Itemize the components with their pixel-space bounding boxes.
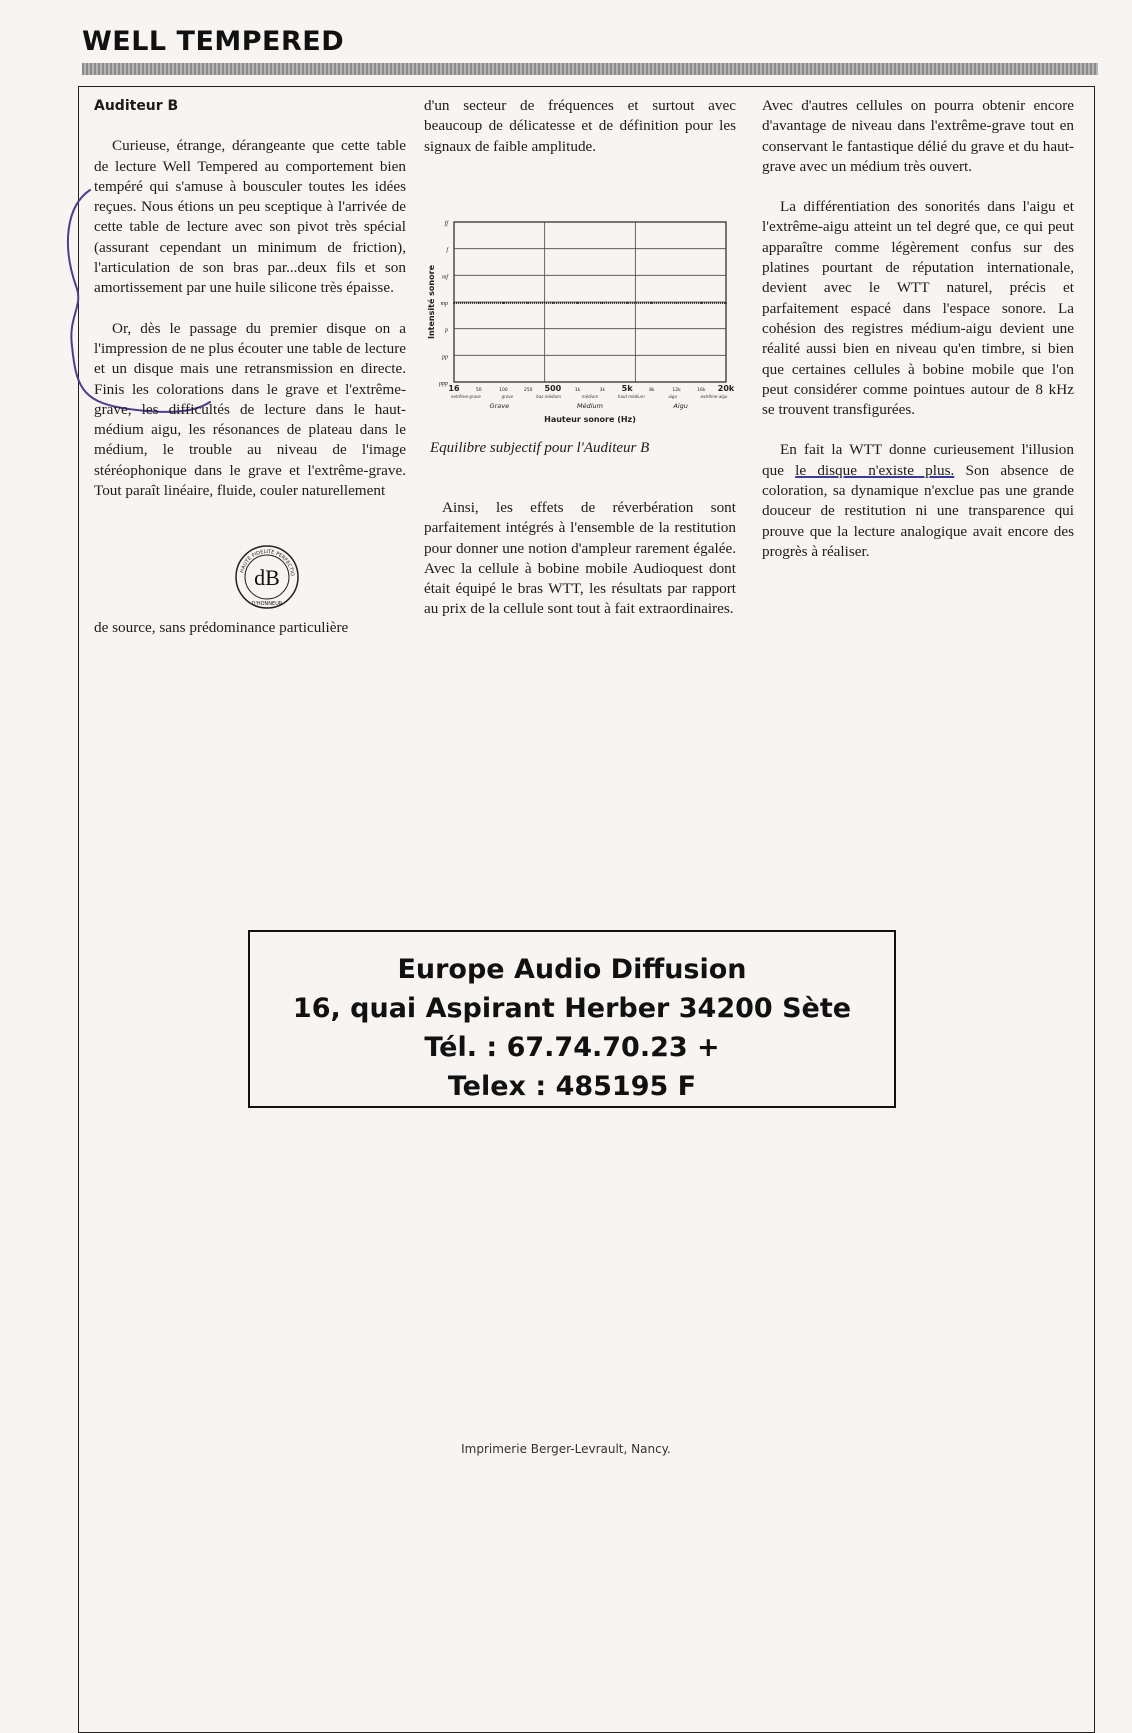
column-1-tail (94, 618, 406, 638)
x-tick-label: 50 (475, 388, 482, 393)
x-tick-label: 100 (499, 388, 508, 393)
ad-telex: Telex : 485195 F (447, 1071, 697, 1102)
paragraph: Or, dès le passage du premier disque on a l'impression de ne plus écouter une table de lecture et un disque mais une retransmission en directe. Finis les colorations dans le grave et l'extrême-grave, les difficultés de lecture dans le haut-médium aigu, les résonances de plateau dans le médium, le trouble au niveau de l'image stéréophonique dans le grave et l'extrême-grave. Tout paraît linéaire, fluide, couler naturellement (94, 319, 406, 500)
data-point (700, 302, 702, 304)
ad-address: 16, quai Aspirant Herber 34200 Sète (292, 993, 852, 1024)
paragraph: Avec d'autres cellules on pourra obtenir encore d'avantage de niveau dans l'extrême-grave tout en conservant le fantastique délié du grave et du haut-grave avec un médium très ouvert. (762, 97, 1074, 175)
paragraph: d'un secteur de fréquences et surtout avec beaucoup de délicatesse et de définition pour les signaux de faible amplitude. (424, 97, 736, 155)
column-2 (424, 96, 736, 157)
x-subregion-label: bas médium (536, 394, 562, 399)
printer-credit: Imprimerie Berger-Levrault, Nancy. (461, 1442, 671, 1456)
column-2-lower (424, 498, 736, 620)
y-tick-label: mf (442, 274, 448, 281)
logo-ring-text: HAUTE FIDELITE PERFECTIO (239, 548, 296, 577)
x-tick-label: 500 (544, 384, 562, 393)
y-tick-label: pp (442, 354, 448, 361)
x-tick-label: 16k (697, 388, 706, 393)
balance-chart (424, 214, 742, 474)
chart-caption: Equilibre subjectif pour l'Auditeur B (430, 440, 650, 456)
data-point (527, 302, 529, 304)
ad-company: Europe Audio Diffusion (397, 954, 747, 985)
x-region-label: Grave (489, 402, 510, 410)
data-point (453, 302, 455, 304)
ad-phone: Tél. : 67.74.70.23 + (424, 1032, 720, 1063)
data-point (503, 302, 505, 304)
x-tick-label: 16 (448, 384, 460, 393)
x-tick-label: 5k (621, 384, 633, 393)
x-tick-label: 250 (523, 388, 533, 393)
x-subregion-label: extrême-aigu (700, 394, 728, 399)
logo-bottom-text: D'HONNEUR (251, 601, 283, 607)
data-point (725, 302, 727, 304)
data-point (601, 302, 603, 304)
x-tick-label: 3k (599, 388, 606, 393)
data-point (676, 302, 678, 304)
paragraph (762, 440, 1074, 562)
x-tick-label: 8k (649, 388, 655, 393)
x-tick-label: 12k (672, 388, 681, 393)
x-subregion-label: haut médium (617, 394, 645, 399)
balance-chart-svg (424, 214, 742, 436)
data-point (478, 302, 480, 304)
x-subregion-label: grave (501, 394, 514, 399)
paragraph: de source, sans prédominance particulière (94, 619, 349, 636)
x-region-label: Aigu (673, 402, 688, 410)
x-region-label: Médium (577, 402, 603, 410)
y-tick-label: mp (440, 301, 448, 307)
data-point (577, 302, 579, 304)
column-1 (94, 96, 406, 501)
x-subregion-label: aigu (668, 394, 677, 399)
data-point (552, 302, 554, 304)
logo-mark: dB (254, 565, 280, 590)
x-subregion-label: médium (581, 394, 599, 399)
subhead: Auditeur B (94, 98, 179, 114)
y-tick-label: ppp (439, 381, 448, 387)
x-subregion-label: extrême-grave (451, 394, 481, 399)
advertisement-box (248, 930, 896, 1108)
db-logo-icon (234, 544, 300, 610)
x-tick-label: 20k (717, 384, 735, 393)
underlined-phrase: le disque n'existe plus. (795, 461, 955, 479)
y-tick-label: ff (444, 221, 448, 227)
paragraph: La différentiation des sonorités dans l'aigu et l'extrême-aigu atteint un tel degré que, ce qui peut apparaître comme légèrement confus sur des platines pourtant de réputation internationale, devient avec le WTT naturel, précis et parfaitement espacé dans l'espace sonore. La cohésion des registres médium-aigu devient une réalité aussi bien en niveau qu'en timbre, si bien que certaines cellules à bobine mobile que l'on peut considérer comme pointues autour de 8 kHz se trouvent transfigurées. (762, 198, 1074, 419)
y-tick-label: f (446, 247, 448, 254)
y-axis-label: Intensité sonore (427, 265, 436, 339)
x-axis-label: Hauteur sonore (Hz) (544, 415, 636, 424)
paragraph: Ainsi, les effets de réverbération sont parfaitement intégrés à l'ensemble de la restitution pour donner une notion d'ampleur rarement égalée. Avec la cellule à bobine mobile Audioquest dont était équipé le bras WTT, les résultats par rapport au prix de la cellule sont tout à fait extraordinaires. (424, 499, 736, 618)
x-tick-label: 1k (574, 388, 581, 393)
page-title: WELL TEMPERED (82, 26, 345, 57)
text-span: En fait la WTT donne curieusement l'illusion que (762, 441, 1074, 479)
column-3 (762, 96, 1074, 562)
paragraph: Curieuse, étrange, dérangeante que cette table de lecture Well Tempered au comportement bien tempéré qui s'amuse à bousculer toutes les idées reçues. Nous étions un peu sceptique à l'arrivée de cette table de lecture avec son pivot très spécial (assurant cependant un minimum de friction), l'articulation de son bras par...deux fils et son amortissement par une huile silicone très épaisse. (94, 137, 406, 297)
data-point (651, 302, 653, 304)
y-tick-label: p (445, 327, 448, 334)
text-span: Son absence de coloration, sa dynamique n'exclue pas une grande douceur de restitution ni une transparence qui prouve que la lecture analogique avait encore des progrès à réaliser. (762, 461, 1075, 560)
db-logo (234, 544, 300, 610)
header-rule (82, 63, 1098, 75)
data-point (626, 302, 628, 304)
